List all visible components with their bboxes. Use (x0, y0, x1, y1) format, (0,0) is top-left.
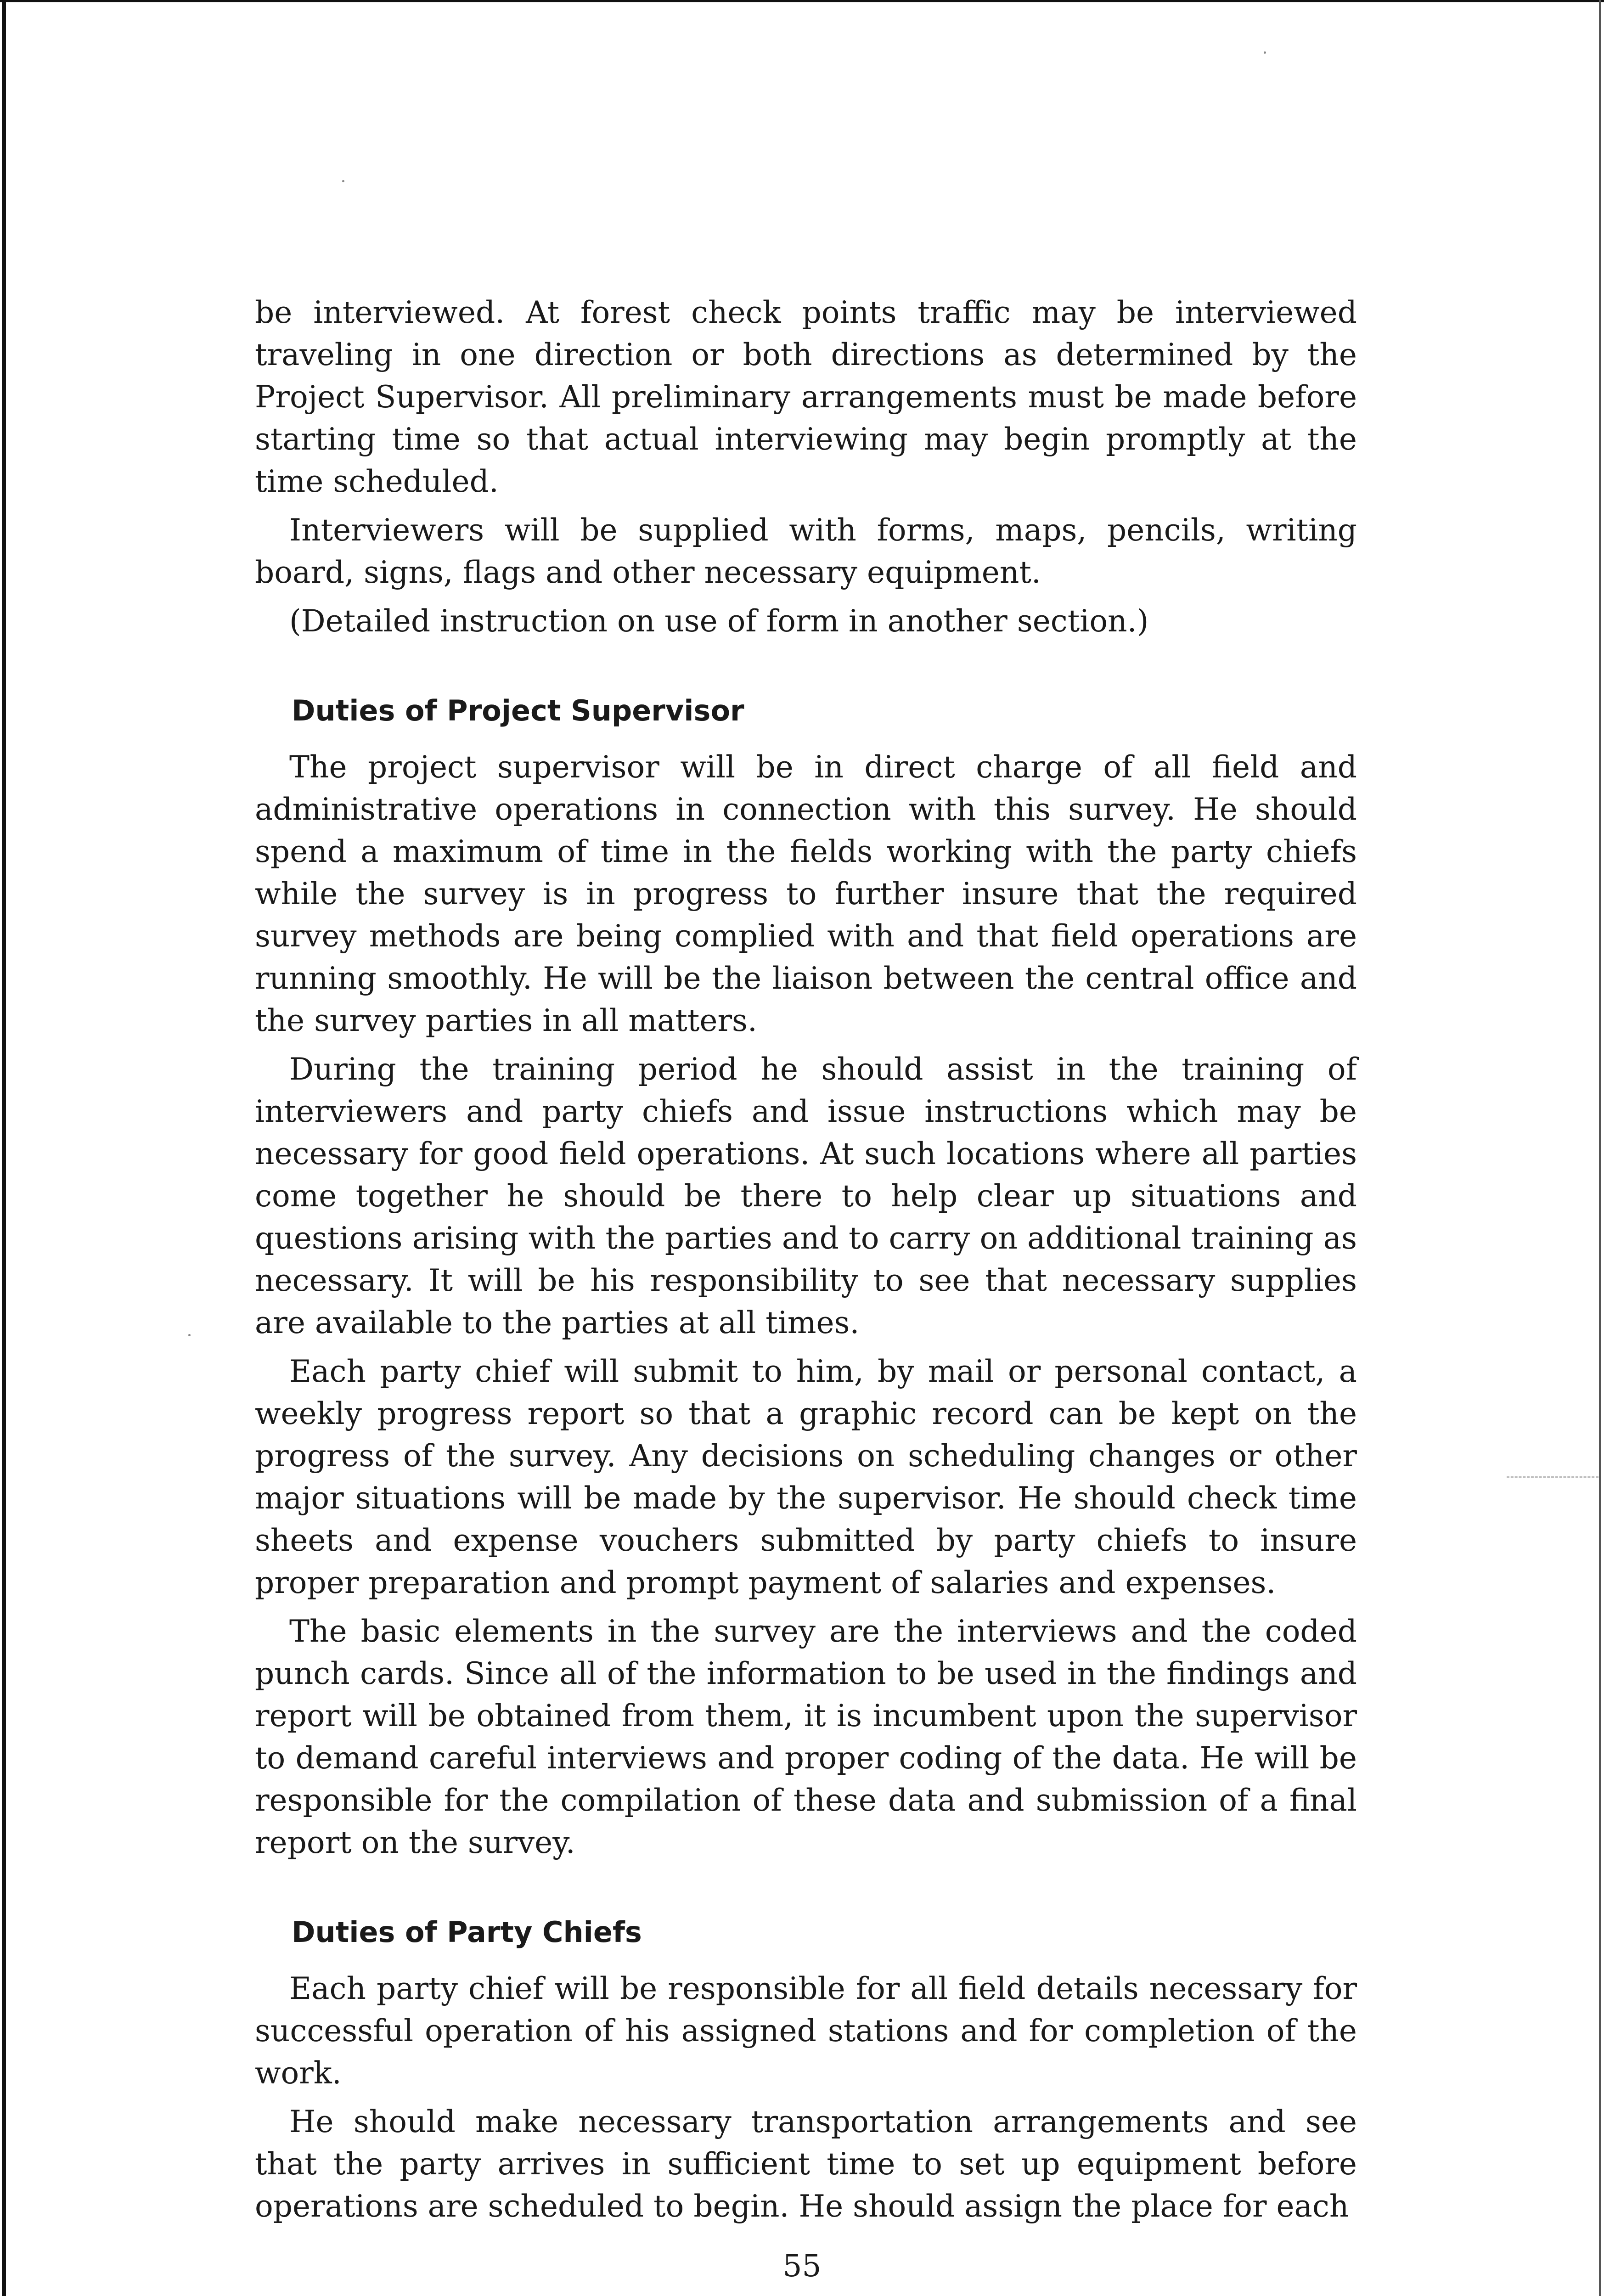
page-number: 55 (782, 2248, 822, 2284)
page-edge-right (1599, 0, 1601, 2296)
scan-speck (342, 180, 344, 182)
fold-mark (1507, 1476, 1598, 1478)
paragraph: be interviewed. At forest check points traffic may be interviewed traveling in one direction or both directions as determined by the Project Supervisor. All preliminary arrangements must be made before starting time so that actual interviewing may begin promptly at the time scheduled. (255, 295, 1357, 499)
page-body (255, 292, 1357, 2228)
paragraph: (Detailed instruction on use of form in another section.) (289, 603, 1149, 639)
paragraph: Each party chief will submit to him, by mail or personal contact, a weekly progress report so that a graphic record can be kept on the progress of the survey. Any decisions on scheduling changes or other major situations will be made by the supervisor. He should check time sheets and expense vouchers submitted by party chiefs to insure proper preparation and prompt payment of salaries and expenses. (255, 1354, 1357, 1600)
scan-speck (188, 1334, 191, 1336)
page-edge-top (0, 0, 1604, 2)
scan-speck (1264, 51, 1266, 54)
page-edge-left (2, 0, 6, 2296)
section-heading-project-supervisor: Duties of Project Supervisor (292, 694, 744, 727)
paragraph: The project supervisor will be in direct charge of all field and administrative operations in connection with this survey. He should spend a maximum of time in the fields working with the party chiefs while the survey is in progress to further insure that the required survey methods are being complied with and that field operations are running smoothly. He will be the liaison between the central office and the survey parties in all matters. (255, 749, 1357, 1038)
paragraph: He should make necessary transportation arrangements and see that the party arrives in sufficient time to set up equipment before operations are scheduled to begin. He should assign the place for each (255, 2104, 1357, 2224)
paragraph: The basic elements in the survey are the interviews and the coded punch cards. Since all of the information to be used in the findings and report will be obtained from them, it is incumbent upon the supervisor to demand careful interviews and proper coding of the data. He will be responsible for the compilation of these data and submission of a final report on the survey. (255, 1614, 1357, 1860)
paragraph: During the training period he should assist in the training of interviewers and party chiefs and issue instructions which may be necessary for good field operations. At such locations where all parties come together he should be there to help clear up situations and questions arising with the parties and to carry on additional training as necessary. It will be his responsibility to see that necessary supplies are available to the parties at all times. (255, 1052, 1357, 1340)
section-heading-party-chiefs: Duties of Party Chiefs (292, 1915, 642, 1949)
paragraph: Interviewers will be supplied with forms, maps, pencils, writing board, signs, flags and other necessary equipment. (255, 512, 1357, 590)
paragraph: Each party chief will be responsible for all field details necessary for successful operation of his assigned stations and for completion of the work. (255, 1971, 1357, 2091)
